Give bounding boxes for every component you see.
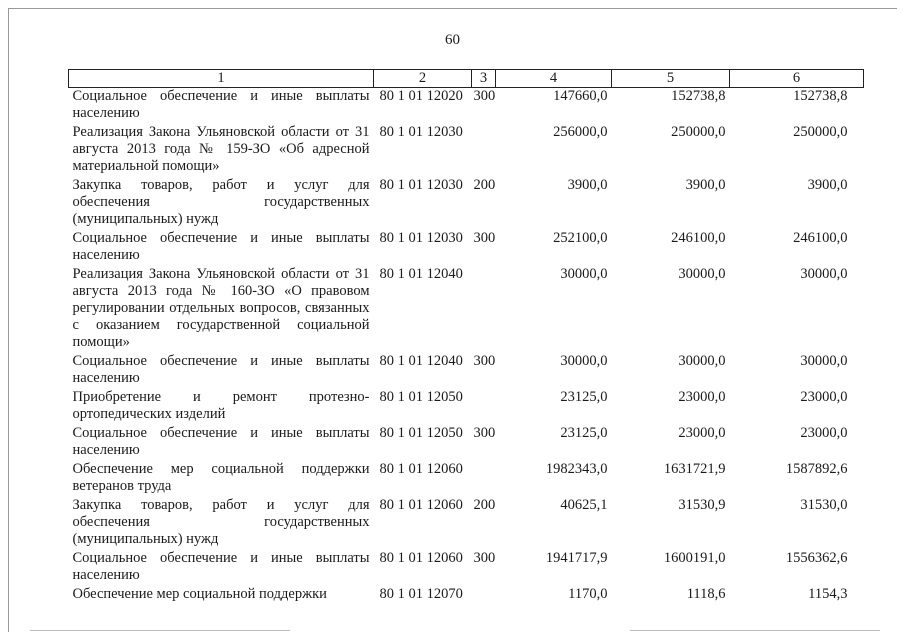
table-row xyxy=(69,353,864,389)
row-name: Приобретение и ремонт протезно-ортопедических изделий xyxy=(72,389,370,422)
row-type: 300 xyxy=(473,88,496,104)
table-row xyxy=(69,124,864,177)
row-code: 80 1 01 12040 xyxy=(379,353,463,369)
row-value-2: 23000,0 xyxy=(678,389,726,405)
row-value-2: 1600191,0 xyxy=(663,550,726,566)
row-value-3: 31530,0 xyxy=(800,497,848,513)
row-type xyxy=(472,389,496,425)
row-code: 80 1 01 12060 xyxy=(379,461,463,477)
row-type: 200 xyxy=(473,497,496,513)
column-header-name: 1 xyxy=(69,70,374,88)
row-value-2: 250000,0 xyxy=(671,124,726,140)
row-code: 80 1 01 12070 xyxy=(379,586,463,602)
row-type: 300 xyxy=(473,353,496,369)
row-name: Закупка товаров, работ и услуг для обеспечения государственных (муниципальных) нужд xyxy=(72,497,370,547)
table-row xyxy=(69,88,864,125)
table-body xyxy=(69,88,864,606)
row-value-1: 3900,0 xyxy=(567,177,608,193)
scan-left-edge xyxy=(8,8,9,632)
row-name: Обеспечение мер социальной поддержки xyxy=(72,586,327,602)
row-value-2: 30000,0 xyxy=(678,266,726,282)
row-code: 80 1 01 12050 xyxy=(379,425,463,441)
row-value-3: 1587892,6 xyxy=(785,461,848,477)
row-name: Обеспечение мер социальной поддержки ветеранов труда xyxy=(72,461,370,494)
row-value-2: 3900,0 xyxy=(685,177,726,193)
scan-top-edge xyxy=(8,8,897,9)
row-value-1: 1982343,0 xyxy=(545,461,608,477)
row-code: 80 1 01 12040 xyxy=(379,266,463,282)
row-value-1: 147660,0 xyxy=(553,88,608,104)
column-header-value-1: 4 xyxy=(496,70,612,88)
row-code: 80 1 01 12020 xyxy=(379,88,463,104)
row-type: 200 xyxy=(473,177,496,193)
row-value-1: 30000,0 xyxy=(560,353,608,369)
column-header-value-2: 5 xyxy=(612,70,730,88)
row-type xyxy=(472,266,496,353)
row-value-3: 23000,0 xyxy=(800,389,848,405)
column-header-value-3: 6 xyxy=(730,70,864,88)
header-row xyxy=(69,70,864,88)
row-value-2: 152738,8 xyxy=(671,88,726,104)
row-value-2: 31530,9 xyxy=(678,497,726,513)
table-header xyxy=(69,70,864,88)
row-value-2: 1118,6 xyxy=(686,586,726,602)
budget-table xyxy=(68,69,864,605)
row-value-1: 1941717,9 xyxy=(545,550,608,566)
row-value-3: 30000,0 xyxy=(800,266,848,282)
table-row xyxy=(69,425,864,461)
row-value-2: 30000,0 xyxy=(678,353,726,369)
row-name: Социальное обеспечение и иные выплаты населению xyxy=(72,353,370,386)
row-value-1: 23125,0 xyxy=(560,425,608,441)
page-number: 60 xyxy=(445,32,460,48)
row-code: 80 1 01 12030 xyxy=(379,177,463,193)
row-code: 80 1 01 12050 xyxy=(379,389,463,405)
row-value-3: 152738,8 xyxy=(793,88,848,104)
table-row xyxy=(69,177,864,230)
row-name: Социальное обеспечение и иные выплаты населению xyxy=(72,88,370,121)
row-value-1: 40625,1 xyxy=(560,497,608,513)
row-value-1: 256000,0 xyxy=(553,124,608,140)
table-row xyxy=(69,389,864,425)
row-type xyxy=(472,124,496,177)
row-value-3: 3900,0 xyxy=(807,177,848,193)
row-name: Реализация Закона Ульяновской области от 31 августа 2013 года № 160-ЗО «О правовом регулировании отдельных вопросов, связанных с оказанием государственной социальной помощи» xyxy=(72,266,370,350)
column-header-code: 2 xyxy=(374,70,472,88)
table-row xyxy=(69,230,864,266)
row-value-1: 252100,0 xyxy=(553,230,608,246)
row-name: Закупка товаров, работ и услуг для обеспечения государственных (муниципальных) нужд xyxy=(72,177,370,227)
row-value-1: 23125,0 xyxy=(560,389,608,405)
row-name: Реализация Закона Ульяновской области от 31 августа 2013 года № 159-ЗО «Об адресной материальной помощи» xyxy=(72,124,370,174)
row-value-3: 250000,0 xyxy=(793,124,848,140)
scan-artifact xyxy=(630,630,880,631)
row-value-3: 1556362,6 xyxy=(785,550,848,566)
row-code: 80 1 01 12030 xyxy=(379,230,463,246)
row-type: 300 xyxy=(473,230,496,246)
column-header-type: 3 xyxy=(472,70,496,88)
row-value-2: 23000,0 xyxy=(678,425,726,441)
row-type xyxy=(472,461,496,497)
row-value-2: 1631721,9 xyxy=(663,461,726,477)
scan-artifact xyxy=(30,630,290,631)
row-type: 300 xyxy=(473,550,496,566)
row-name: Социальное обеспечение и иные выплаты населению xyxy=(72,230,370,263)
row-value-3: 23000,0 xyxy=(800,425,848,441)
row-value-1: 30000,0 xyxy=(560,266,608,282)
row-name: Социальное обеспечение и иные выплаты населению xyxy=(72,425,370,458)
table-row xyxy=(69,497,864,550)
row-value-2: 246100,0 xyxy=(671,230,726,246)
row-value-3: 30000,0 xyxy=(800,353,848,369)
table-row xyxy=(69,266,864,353)
table-row xyxy=(69,461,864,497)
row-value-3: 246100,0 xyxy=(793,230,848,246)
row-code: 80 1 01 12030 xyxy=(379,124,463,140)
table-row xyxy=(69,550,864,586)
row-value-1: 1170,0 xyxy=(568,586,608,602)
row-name: Социальное обеспечение и иные выплаты населению xyxy=(72,550,370,583)
row-value-3: 1154,3 xyxy=(808,586,848,602)
table-row xyxy=(69,586,864,605)
row-code: 80 1 01 12060 xyxy=(379,550,463,566)
row-type: 300 xyxy=(473,425,496,441)
row-type xyxy=(472,586,496,605)
row-code: 80 1 01 12060 xyxy=(379,497,463,513)
